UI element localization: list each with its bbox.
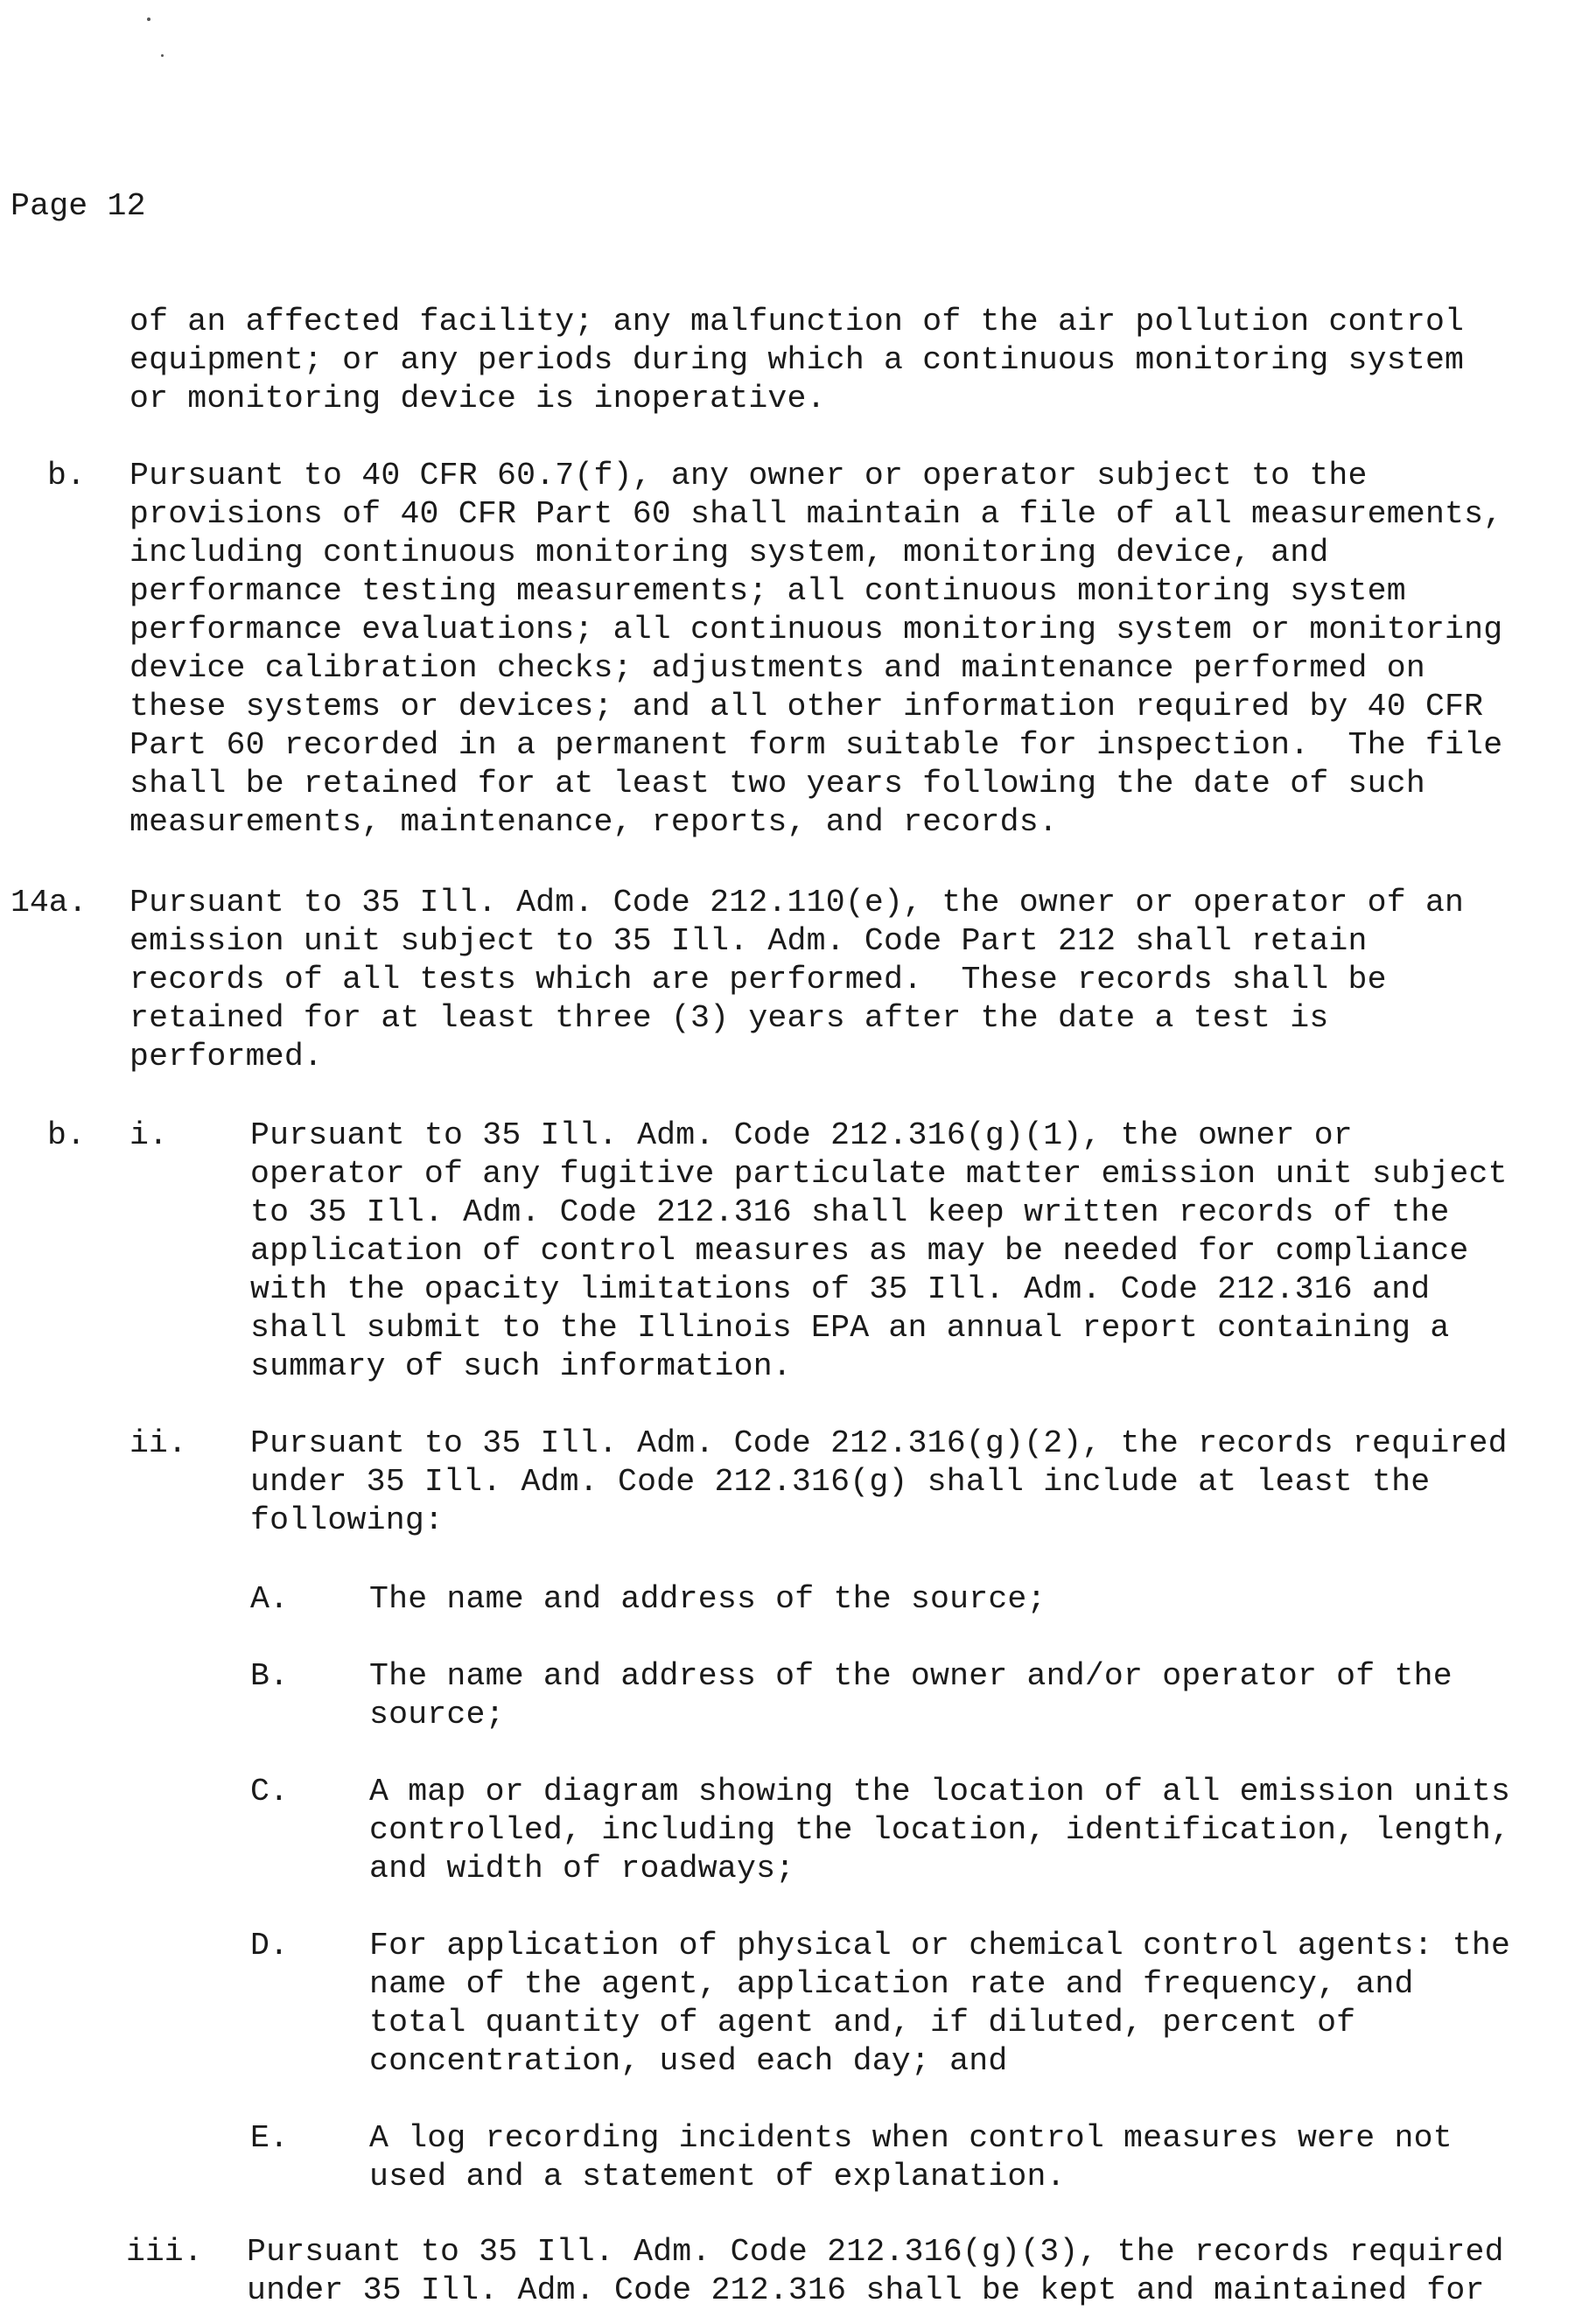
text-line: following:: [250, 1502, 444, 1538]
text-line: Pursuant to 35 Ill. Adm. Code 212.110(e), the owner or operator of an: [130, 885, 1465, 920]
text-line: controlled, including the location, identification, length,: [369, 1812, 1511, 1848]
subitem-marker: iii.: [126, 2234, 203, 2270]
text-line: Part 60 recorded in a permanent form suitable for inspection. The file: [130, 727, 1503, 763]
text-line: including continuous monitoring system, monitoring device, and: [130, 535, 1329, 570]
text-line: equipment; or any periods during which a continuous monitoring system: [130, 342, 1465, 378]
text-line: total quantity of agent and, if diluted, percent of: [369, 2005, 1356, 2040]
text-line: A map or diagram showing the location of all emission units: [369, 1774, 1511, 1810]
text-line: provisions of 40 CFR Part 60 shall maintain a file of all measurements,: [130, 496, 1503, 532]
text-line: A log recording incidents when control measures were not: [369, 2120, 1452, 2156]
item-marker: b.: [47, 458, 86, 494]
scan-speck: [161, 54, 164, 57]
text-line: under 35 Ill. Adm. Code 212.316 shall be kept and maintained for: [247, 2272, 1485, 2308]
text-line: The name and address of the owner and/or operator of the: [369, 1658, 1452, 1694]
text-line: used and a statement of explanation.: [369, 2159, 1066, 2194]
text-line: performed.: [130, 1039, 324, 1074]
text-line: summary of such information.: [250, 1348, 792, 1384]
text-line: performance testing measurements; all continuous monitoring system: [130, 573, 1406, 609]
page-number: Page 12: [10, 188, 146, 224]
text-line: shall submit to the Illinois EPA an annual report containing a: [250, 1310, 1450, 1346]
text-line: The name and address of the source;: [369, 1581, 1046, 1617]
list-marker: D.: [250, 1928, 289, 1964]
text-line: device calibration checks; adjustments and maintenance performed on: [130, 650, 1425, 686]
text-line: with the opacity limitations of 35 Ill. Adm. Code 212.316 and: [250, 1271, 1431, 1307]
text-line: records of all tests which are performed. These records shall be: [130, 962, 1387, 998]
text-line: these systems or devices; and all other information required by 40 CFR: [130, 689, 1484, 724]
item-marker: 14a.: [10, 885, 88, 920]
text-line: to 35 Ill. Adm. Code 212.316 shall keep written records of the: [250, 1194, 1450, 1230]
text-line: performance evaluations; all continuous monitoring system or monitoring: [130, 612, 1503, 648]
scan-speck: [147, 18, 150, 21]
text-line: application of control measures as may be needed for compliance: [250, 1233, 1469, 1269]
text-line: Pursuant to 35 Ill. Adm. Code 212.316(g)(1), the owner or: [250, 1117, 1353, 1153]
list-marker: A.: [250, 1581, 289, 1617]
text-line: For application of physical or chemical control agents: the: [369, 1928, 1511, 1964]
list-marker: B.: [250, 1658, 289, 1694]
subitem-marker: i.: [130, 1117, 168, 1153]
item-marker: b.: [47, 1117, 86, 1153]
text-line: retained for at least three (3) years after the date a test is: [130, 1000, 1329, 1036]
text-line: of an affected facility; any malfunction of the air pollution control: [130, 304, 1465, 340]
text-line: concentration, used each day; and: [369, 2043, 1008, 2079]
list-marker: E.: [250, 2120, 289, 2156]
text-line: measurements, maintenance, reports, and records.: [130, 804, 1058, 840]
text-line: or monitoring device is inoperative.: [130, 381, 826, 416]
list-marker: C.: [250, 1774, 289, 1810]
text-line: shall be retained for at least two years following the date of such: [130, 766, 1425, 802]
text-line: Pursuant to 40 CFR 60.7(f), any owner or operator subject to the: [130, 458, 1368, 494]
text-line: emission unit subject to 35 Ill. Adm. Code Part 212 shall retain: [130, 923, 1368, 959]
text-line: operator of any fugitive particulate matter emission unit subject: [250, 1156, 1508, 1192]
text-line: Pursuant to 35 Ill. Adm. Code 212.316(g)(3), the records required: [247, 2234, 1504, 2270]
text-line: name of the agent, application rate and frequency, and: [369, 1966, 1414, 2002]
text-line: under 35 Ill. Adm. Code 212.316(g) shall include at least the: [250, 1464, 1431, 1500]
text-line: Pursuant to 35 Ill. Adm. Code 212.316(g)(2), the records required: [250, 1425, 1508, 1461]
subitem-marker: ii.: [130, 1425, 187, 1461]
text-line: source;: [369, 1697, 505, 1732]
text-line: and width of roadways;: [369, 1851, 795, 1886]
